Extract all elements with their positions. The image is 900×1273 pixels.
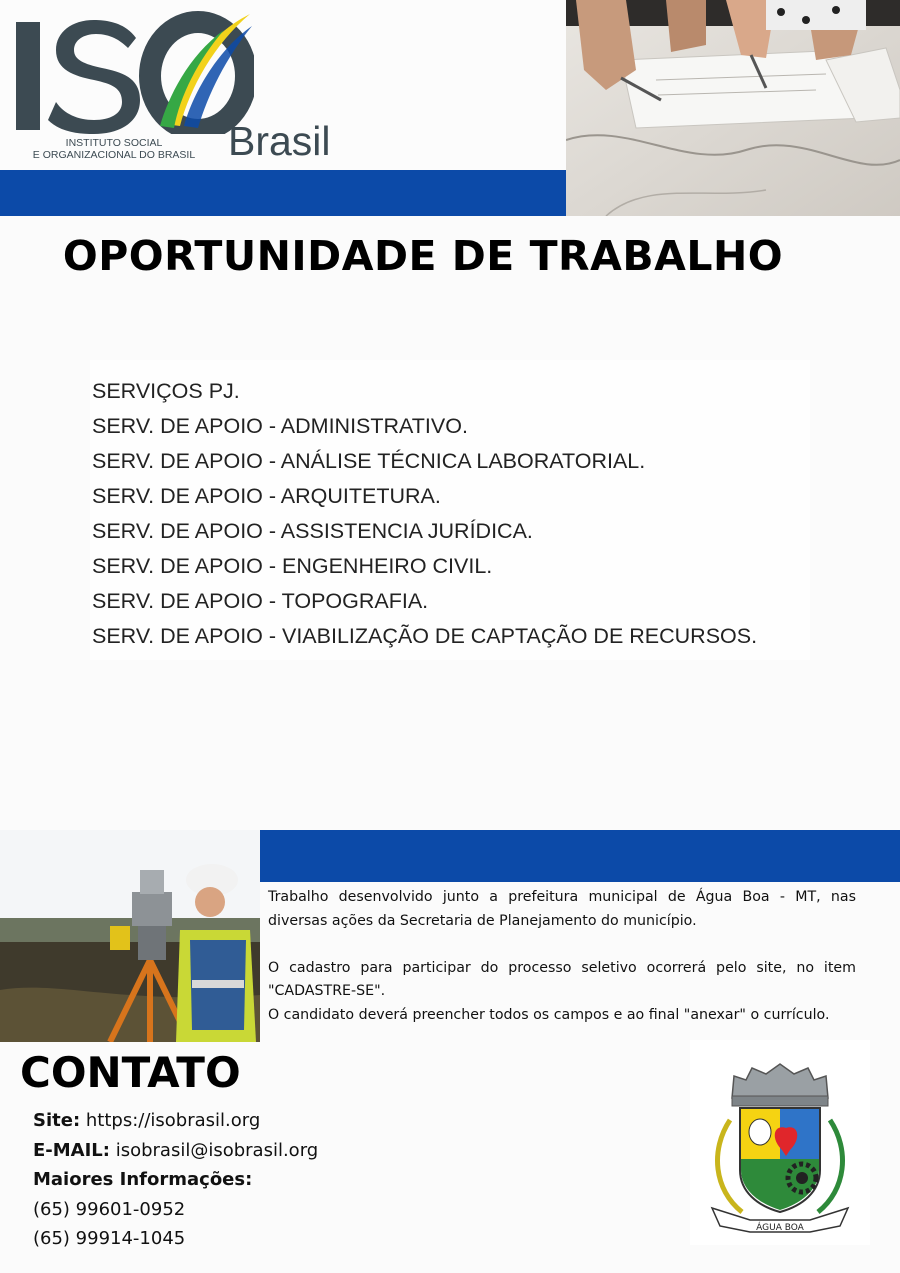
list-item: SERVIÇOS PJ. — [92, 379, 240, 403]
info-paragraph-1: Trabalho desenvolvido junto a prefeitura municipal de Água Boa - MT, nas diversas ações da Secretaria de Planejamento do município. — [268, 889, 856, 929]
info-text — [268, 886, 856, 1027]
site-label: Site: — [33, 1110, 81, 1131]
logo-subtitle-line1: INSTITUTO SOCIAL — [65, 137, 163, 149]
surveyor-photo — [0, 830, 260, 1042]
iso-logo-icon — [14, 8, 254, 134]
phone-1[interactable]: (65) 99601-0952 — [33, 1198, 186, 1220]
agua-boa-crest-icon — [690, 1040, 870, 1245]
list-item: SERV. DE APOIO - VIABILIZAÇÃO DE CAPTAÇÃO DE RECURSOS. — [92, 624, 758, 648]
contact-heading: CONTATO — [20, 1048, 241, 1097]
logo-subtitle — [18, 137, 210, 161]
list-item: SERV. DE APOIO - ENGENHEIRO CIVIL. — [92, 554, 493, 578]
more-info-label: Maiores Informações: — [33, 1169, 253, 1190]
logo-area — [0, 0, 566, 170]
list-item: SERV. DE APOIO - ASSISTENCIA JURÍDICA. — [92, 519, 533, 543]
list-item: SERV. DE APOIO - TOPOGRAFIA. — [92, 589, 429, 613]
phone-2[interactable]: (65) 99914-1045 — [33, 1228, 186, 1249]
services-list — [90, 360, 810, 660]
logo-brasil-text: Brasil — [228, 118, 331, 164]
contact-email — [33, 1136, 318, 1166]
contact-site — [33, 1106, 318, 1136]
list-item: SERV. DE APOIO - ARQUITETURA. — [92, 484, 441, 508]
header-blue-bar — [0, 170, 566, 216]
list-item: SERV. DE APOIO - ADMINISTRATIVO. — [92, 414, 468, 438]
logo-subtitle-line2: E ORGANIZACIONAL DO BRASIL — [32, 149, 196, 161]
info-paragraph-3: O candidato deverá preencher todos os campos e ao final "anexar" o currículo. — [268, 1006, 830, 1023]
architect-desk-photo — [566, 0, 900, 216]
email-label: E-MAIL: — [33, 1139, 110, 1161]
page-title: OPORTUNIDADE DE TRABALHO — [62, 232, 784, 280]
contact-block — [33, 1106, 318, 1254]
list-item: SERV. DE APOIO - ANÁLISE TÉCNICA LABORATORIAL. — [92, 449, 646, 473]
crest-ribbon-text: ÁGUA BOA — [756, 1223, 804, 1233]
site-link[interactable]: https://isobrasil.org — [80, 1110, 261, 1131]
middle-blue-bar — [260, 830, 900, 882]
crest-area — [690, 1040, 870, 1245]
info-paragraph-2: O cadastro para participar do processo seletivo ocorrerá pelo site, no item "CADASTRE-SE". — [268, 959, 856, 999]
email-link[interactable]: isobrasil@isobrasil.org — [109, 1139, 319, 1161]
